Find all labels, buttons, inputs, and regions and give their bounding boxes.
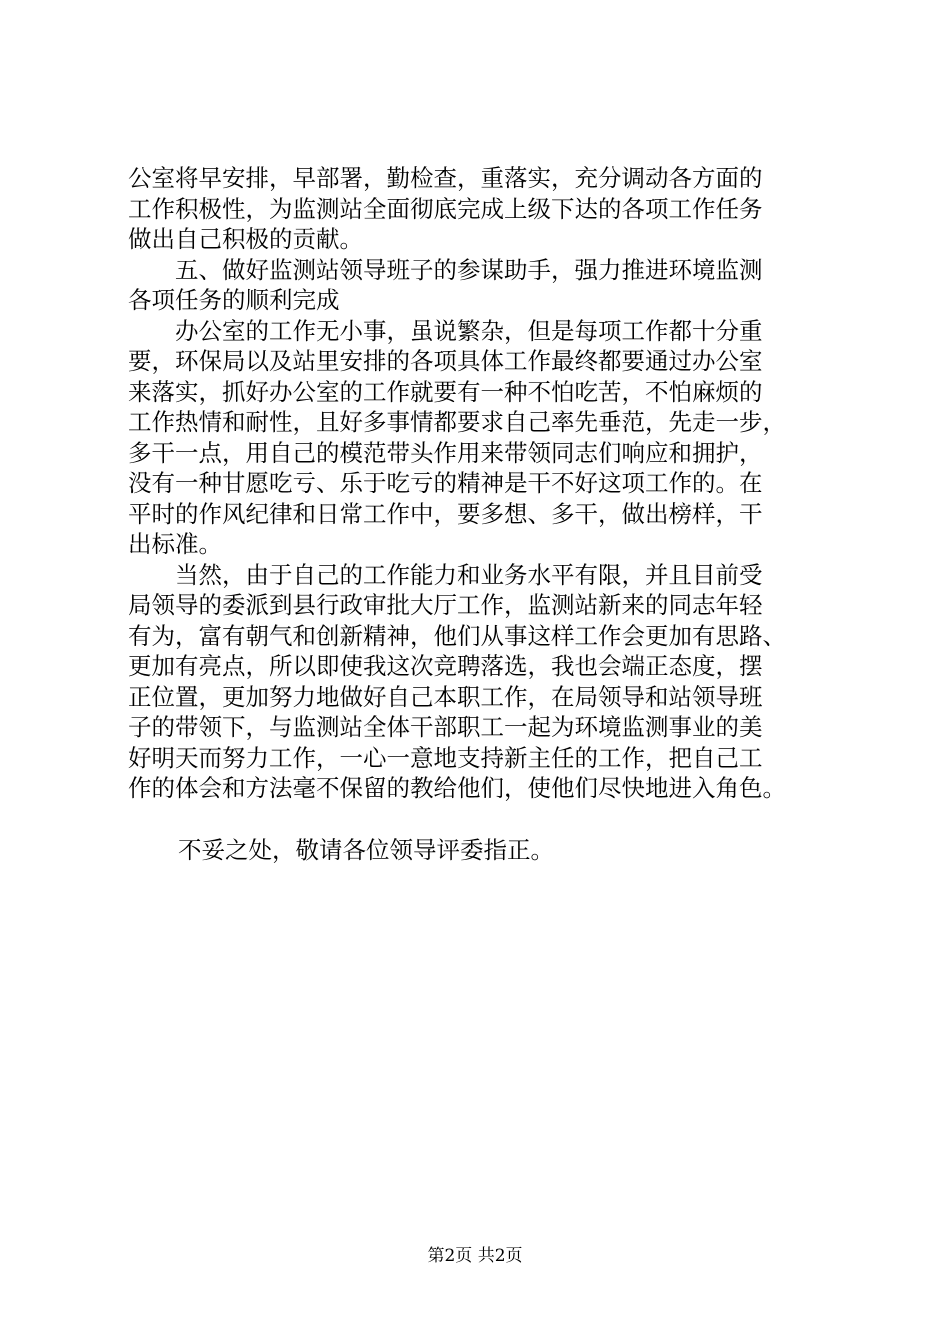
text-line: 多干一点，用自己的模范带头作用来带领同志们响应和拥护， — [128, 438, 763, 467]
closing-remark: 不妥之处，敬请各位领导评委指正。 — [178, 836, 554, 864]
text-line: 作的体会和方法毫不保留的教给他们，使他们尽快地进入角色。 — [128, 774, 786, 802]
section-heading-line: 五、做好监测站领导班子的参谋助手，强力推进环境监测 — [128, 255, 763, 284]
text-line: 正位置，更加努力地做好自己本职工作，在局领导和站领导班 — [128, 682, 763, 711]
text-line: 有为，富有朝气和创新精神，他们从事这样工作会更加有思路、 — [128, 621, 786, 650]
text-line: 工作积极性，为监测站全面彻底完成上级下达的各项工作任务 — [128, 194, 763, 223]
text-line: 当然，由于自己的工作能力和业务水平有限，并且目前受 — [128, 560, 763, 589]
page-footer: 第2页 共2页 — [427, 1246, 523, 1266]
text-line: 局领导的委派到县行政审批大厅工作，监测站新来的同志年轻 — [128, 591, 763, 619]
text-line: 平时的作风纪律和日常工作中，要多想、多干，做出榜样，干 — [128, 499, 763, 528]
text-line: 公室将早安排，早部署，勤检查，重落实，充分调动各方面的 — [128, 164, 763, 192]
text-line: 做出自己积极的贡献。 — [128, 225, 363, 253]
section-heading-line: 各项任务的顺利完成 — [128, 286, 340, 314]
body-text — [128, 163, 828, 804]
text-line: 出标准。 — [128, 530, 222, 558]
text-line: 好明天而努力工作，一心一意地支持新主任的工作，把自己工 — [128, 743, 763, 772]
text-line: 子的带领下，与监测站全体干部职工一起为环境监测事业的美 — [128, 713, 763, 741]
text-line: 没有一种甘愿吃亏、乐于吃亏的精神是干不好这项工作的。在 — [128, 469, 763, 497]
text-line: 来落实，抓好办公室的工作就要有一种不怕吃苦，不怕麻烦的 — [128, 377, 763, 406]
text-line: 办公室的工作无小事，虽说繁杂，但是每项工作都十分重 — [128, 316, 763, 345]
text-line: 更加有亮点，所以即使我这次竞聘落选，我也会端正态度，摆 — [128, 652, 763, 680]
text-line: 工作热情和耐性，且好多事情都要求自己率先垂范，先走一步， — [128, 408, 786, 436]
text-line: 要，环保局以及站里安排的各项具体工作最终都要通过办公室 — [128, 347, 763, 375]
